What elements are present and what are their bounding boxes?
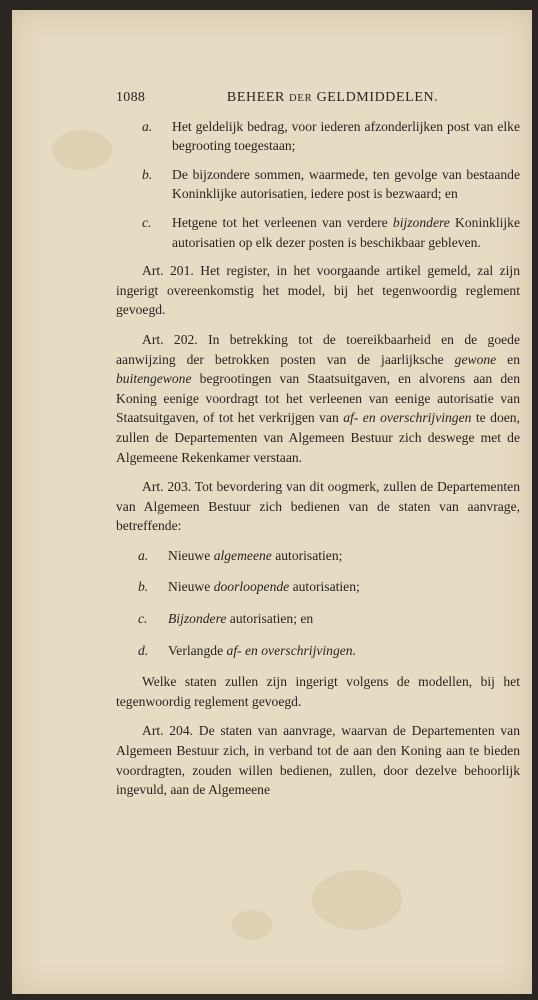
text-segment: Nieuwe	[168, 547, 214, 563]
italic-segment: algemeene	[213, 547, 272, 563]
list-marker: d.	[138, 642, 149, 658]
article-203: Art. 203. Tot bevordering van dit oogmerk, zullen de Departementen van Algemeen Bestuur zich bedienen van de staten van aanvrage, betreffende:	[116, 479, 520, 534]
list-item-text	[168, 609, 520, 629]
book-page	[12, 10, 532, 994]
list-item	[116, 577, 520, 597]
article-202	[116, 330, 520, 467]
italic-segment: af- en overschrijvingen.	[226, 642, 356, 658]
list-item-text	[172, 213, 520, 252]
closing-paragraph: Welke staten zullen zijn ingerigt volgens de modellen, bij het tegenwoordig reglement gevoegd.	[116, 674, 520, 709]
text-segment: Koninklijke autorisatien op elk dezer posten is beschikbaar gebleven.	[172, 214, 520, 250]
text-segment: Hetgene tot het verleenen van verdere	[172, 214, 393, 230]
list-item	[116, 546, 520, 566]
list-item	[116, 609, 520, 629]
list-marker: a.	[138, 547, 149, 563]
list-item	[116, 641, 520, 661]
text-segment: autorisatien;	[271, 547, 343, 563]
list-item-text	[168, 546, 520, 566]
list-item-text	[168, 641, 520, 661]
italic-segment: buitengewone	[116, 371, 192, 387]
text-segment: Art. 202. In betrekking tot de toereikbaarheid en de goede aanwijzing der betrokken posten van de jaarlijksche	[116, 331, 520, 367]
text-segment: autorisatien;	[289, 579, 360, 595]
page-number: 1088	[116, 90, 146, 105]
italic-segment: doorloopende	[213, 579, 290, 595]
list-item	[116, 165, 520, 204]
running-title-part2: GELDMIDDELEN.	[316, 90, 439, 105]
article-204: Art. 204. De staten van aanvrage, waarvan de Departementen van Algemeen Bestuur zich, in verband tot de aan den Koning aan te bieden voordragten, zouden willen bedienen, zullen, door dezelve behoorlijk ingevuld, aan de Algemeene	[116, 723, 520, 798]
list-marker: c.	[138, 611, 148, 627]
article-201: Art. 201. Het register, in het voorgaande artikel gemeld, zal zijn ingerigt overeenkomstig het model, bij het tegenwoordig reglement gevoegd.	[116, 263, 520, 318]
text-segment: en	[496, 351, 520, 367]
list-two	[116, 546, 520, 660]
list-item-text	[168, 577, 520, 597]
italic-segment: bijzondere	[392, 214, 450, 230]
list-one	[116, 117, 520, 253]
list-item	[116, 117, 520, 156]
italic-segment: af- en overschrijvingen	[343, 410, 472, 426]
list-marker: c.	[142, 214, 152, 230]
page-text	[116, 88, 520, 810]
running-title-part1: BEHEER	[226, 90, 285, 105]
paper-stain	[312, 870, 402, 930]
running-title	[145, 88, 520, 109]
text-segment: te doen, zullen de Departementen van Algemeen Bestuur zich deswege met de Algemeene Rekenkamer verstaan.	[116, 410, 520, 465]
text-segment: Nieuwe	[168, 579, 214, 595]
list-marker: b.	[138, 579, 149, 595]
list-item-text: Het geldelijk bedrag, voor iederen afzonderlijken post van elke begrooting toegestaan;	[172, 118, 520, 154]
text-segment: autorisatien; en	[226, 611, 314, 627]
running-title-der: DER	[289, 93, 313, 104]
list-marker: a.	[142, 118, 153, 134]
running-head	[116, 88, 520, 109]
italic-segment: Bijzondere	[168, 611, 227, 627]
paper-stain	[52, 130, 112, 170]
list-marker: b.	[142, 166, 153, 182]
paper-stain	[232, 910, 272, 940]
italic-segment: gewone	[454, 351, 497, 367]
text-segment: begrootingen van Staatsuitgaven, en alvorens aan den Koning eenige voordragt tot het verleenen van eenige autorisatie van Staatsuitgaven, of tot het verkrijgen van	[116, 371, 520, 426]
text-segment: Verlangde	[168, 642, 227, 658]
list-item	[116, 213, 520, 252]
list-item-text: De bijzondere sommen, waarmede, ten gevolge van bestaande Koninklijke autorisatien, iedere post is bezwaard; en	[172, 166, 520, 202]
